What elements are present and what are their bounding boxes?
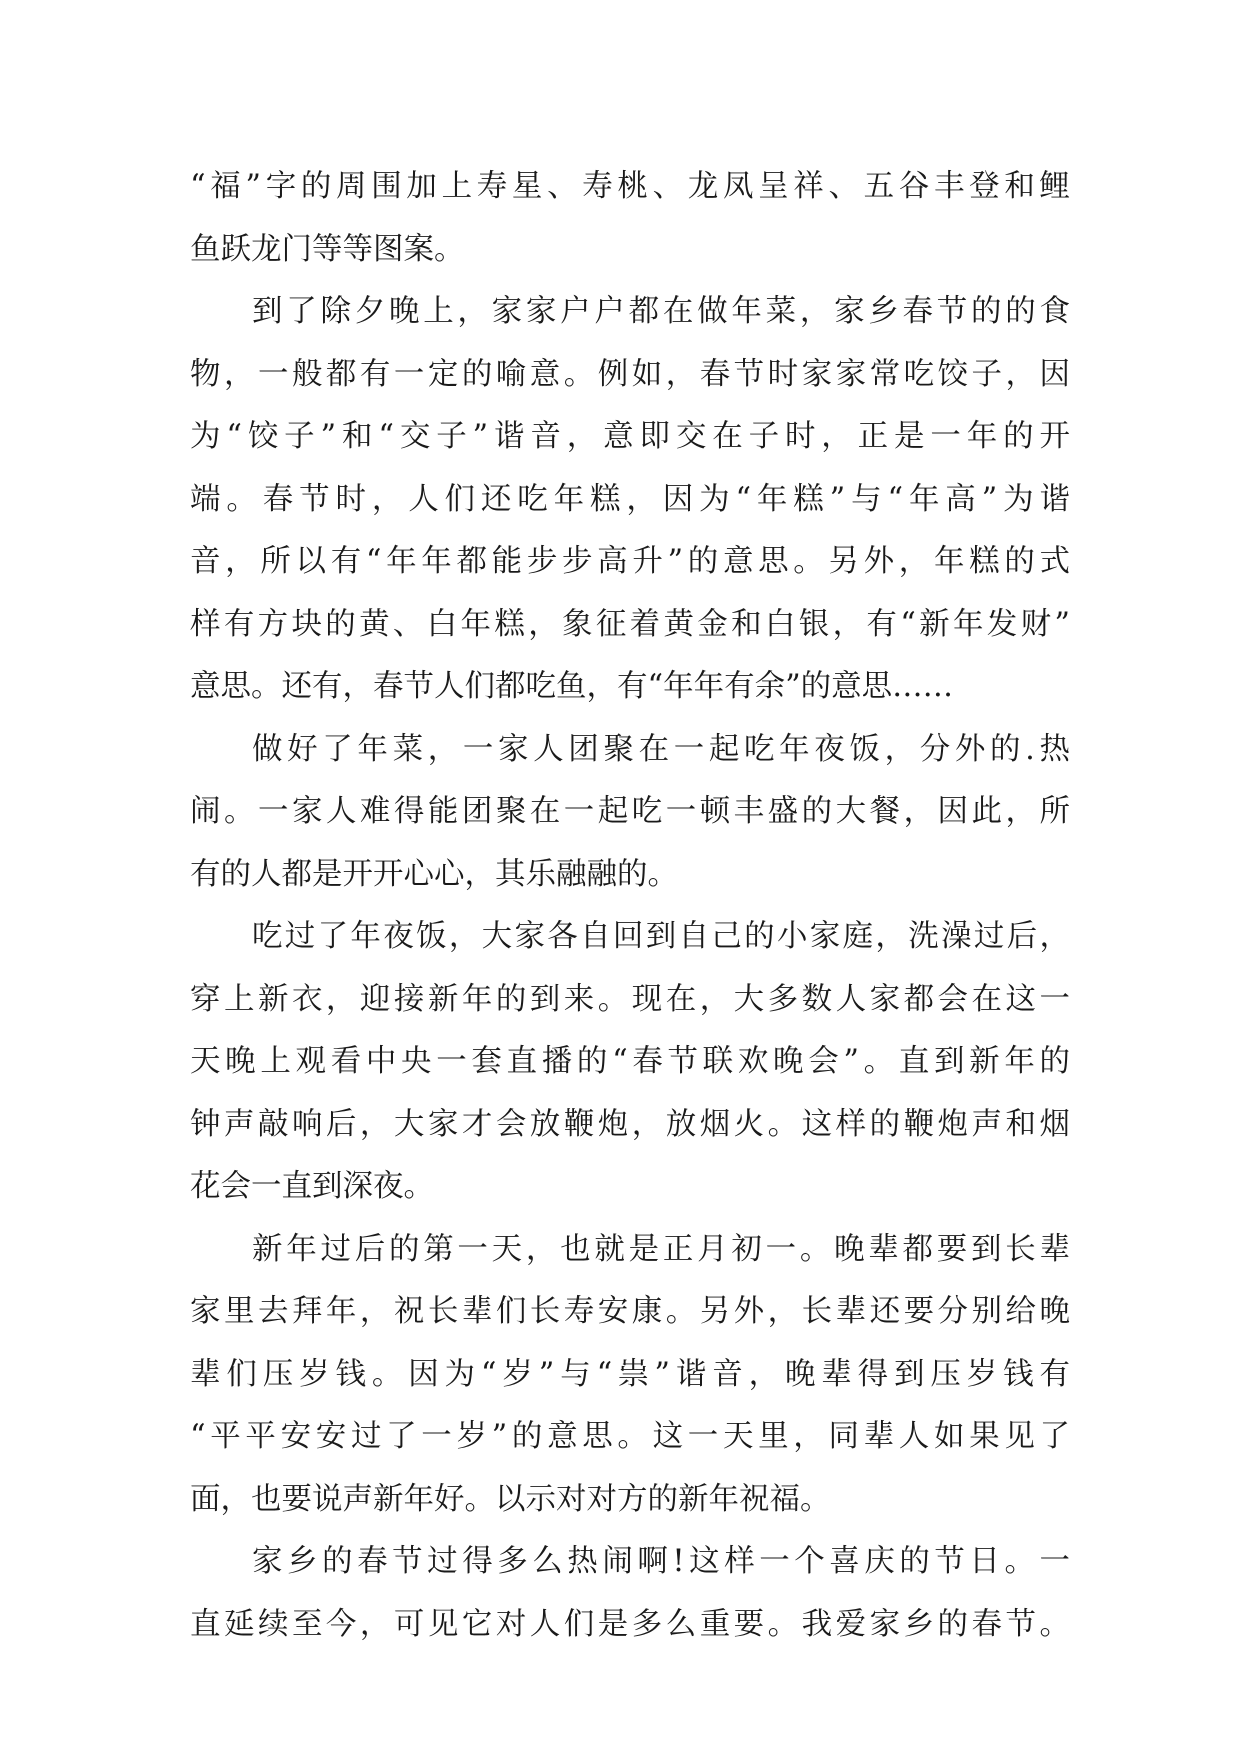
text-line: 到了除夕晚上，家家户户都在做年菜，家乡春节的的食 <box>252 294 1070 329</box>
paragraph <box>190 1531 1070 1656</box>
paragraph <box>190 156 1070 281</box>
text-line: 穿上新衣，迎接新年的到来。现在，大多数人家都会在这一 <box>190 981 1070 1017</box>
text-line: 钟声敲响后，大家才会放鞭炮，放烟火。这样的鞭炮声和烟 <box>190 1106 1070 1142</box>
text-line: 天晚上观看中央一套直播的“春节联欢晚会”。直到新年的 <box>190 1044 1070 1079</box>
document-body <box>190 156 1070 1656</box>
text-line: 意思。还有，春节人们都吃鱼，有“年年有余”的意思…… <box>190 669 954 704</box>
text-line: 家乡的春节过得多么热闹啊!这样一个喜庆的节日。一 <box>252 1544 1070 1579</box>
text-line: 鱼跃龙门等等图案。 <box>190 231 465 267</box>
text-line: 有的人都是开开心心，其乐融融的。 <box>190 856 678 892</box>
text-line: “平平安安过了一岁”的意思。这一天里，同辈人如果见了 <box>190 1419 1070 1454</box>
text-line: 物，一般都有一定的喻意。例如，春节时家家常吃饺子，因 <box>190 356 1070 392</box>
text-line: 花会一直到深夜。 <box>190 1169 434 1204</box>
text-line: 样有方块的黄、白年糕，象征着黄金和白银，有“新年发财” <box>190 606 1070 642</box>
text-line: “福”字的周围加上寿星、寿桃、龙凤呈祥、五谷丰登和鲤 <box>190 169 1070 204</box>
text-line: 家里去拜年，祝长辈们长寿安康。另外，长辈还要分别给晚 <box>190 1294 1070 1329</box>
text-line: 面，也要说声新年好。以示对对方的新年祝福。 <box>190 1481 831 1517</box>
paragraph <box>190 1219 1070 1532</box>
text-line: 端。春节时，人们还吃年糕，因为“年糕”与“年高”为谐 <box>190 481 1070 517</box>
text-line: 吃过了年夜饭，大家各自回到自己的小家庭，洗澡过后， <box>252 919 1070 954</box>
text-line: 辈们压岁钱。因为“岁”与“祟”谐音，晚辈得到压岁钱有 <box>190 1356 1070 1392</box>
text-line: 新年过后的第一天，也就是正月初一。晚辈都要到长辈 <box>252 1231 1070 1267</box>
text-line: 做好了年菜，一家人团聚在一起吃年夜饭，分外的.热 <box>252 731 1070 767</box>
text-line: 音，所以有“年年都能步步高升”的意思。另外，年糕的式 <box>190 544 1070 579</box>
paragraph <box>190 906 1070 1219</box>
paragraph <box>190 281 1070 719</box>
text-line: 为“饺子”和“交子”谐音，意即交在子时，正是一年的开 <box>190 419 1070 454</box>
paragraph <box>190 719 1070 907</box>
text-line: 直延续至今，可见它对人们是多么重要。我爱家乡的春节。 <box>190 1606 1070 1642</box>
text-line: 闹。一家人难得能团聚在一起吃一顿丰盛的大餐，因此，所 <box>190 794 1070 829</box>
